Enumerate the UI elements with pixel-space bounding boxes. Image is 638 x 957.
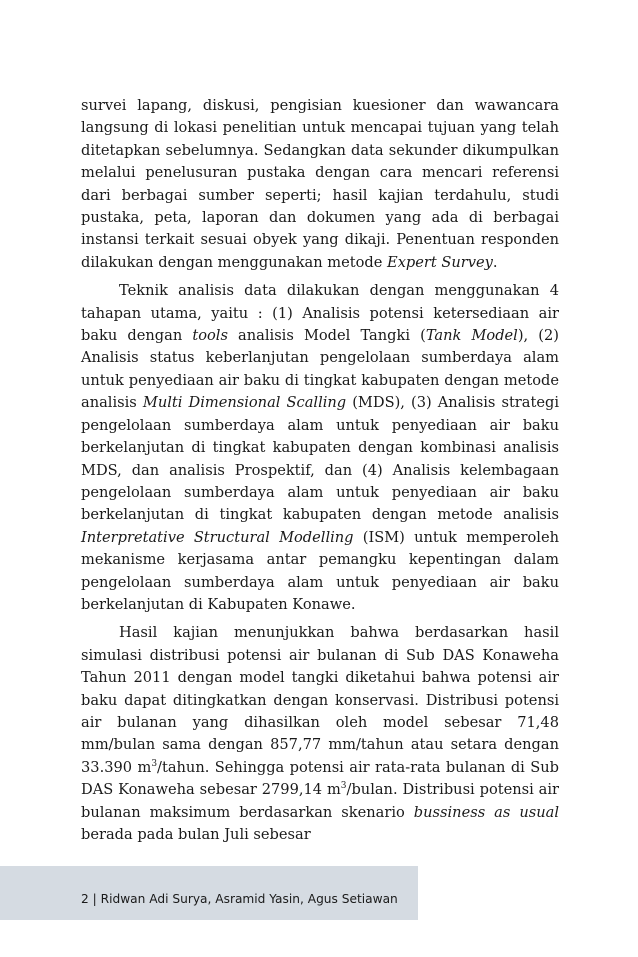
italic-term: Tank Model	[425, 327, 518, 345]
body-text	[81, 95, 559, 846]
italic-term: Interpretative Structural Modelling	[81, 528, 354, 546]
text-run: (ISM) untuk memperoleh mekanisme kerjasama antar pemangku kepentingan dalam pengelolaan sumberdaya alam untuk penyediaan air baku berkelanjutan di Kabupaten Konawe.	[81, 528, 560, 613]
text-run: Teknik analisis data dilakukan dengan menggunakan 4 tahapan utama, yaitu : (1) Analisis potensi ketersediaan air baku dengan	[81, 282, 559, 345]
text-run: survei lapang, diskusi, pengisian kuesioner dan wawancara langsung di lokasi penelitian untuk mencapai tujuan yang telah ditetapkan sebelumnya. Sedangkan data sekunder dikumpulkan melalui penelusuran pustaka dengan cara mencari referensi dari berbagai sumber seperti; hasil kajian terdahulu, studi pustaka, peta, laporan dan dokumen yang ada di berbagai instansi terkait sesuai obyek yang dikaji. Penentuan responden dilakukan dengan menggunakan metode	[81, 97, 559, 271]
superscript: 3	[340, 781, 347, 792]
text-run: .	[492, 253, 498, 271]
superscript: 3	[151, 758, 158, 769]
text-run: /tahun. Sehingga potensi air rata-rata bulanan di Sub DAS Konaweha sebesar 2799,14 m	[81, 758, 559, 799]
italic-term: Multi Dimensional Scalling	[142, 394, 347, 412]
text-run: /bulan. Distribusi potensi air bulanan maksimum berdasarkan skenario	[81, 781, 559, 821]
italic-term: tools	[192, 327, 228, 345]
italic-term: bussiness as usual	[413, 803, 559, 821]
paragraph-2	[81, 280, 559, 616]
text-run: ), (2) Analisis status keberlanjutan pengelolaan sumberdaya alam untuk penyediaan air baku di tingkat kabupaten dengan metode analisis	[81, 327, 559, 412]
text-run: (MDS), (3) Analisis strategi pengelolaan sumberdaya alam untuk penyediaan air baku berkelanjutan di tingkat kabupaten dengan kombinasi analisis MDS, dan analisis Prospektif, dan (4) Analisis kelembagaan pengelolaan sumberdaya alam untuk penyediaan air baku berkelanjutan di tingkat kabupaten dengan metode analisis	[81, 394, 559, 524]
page-footer: 2 | Ridwan Adi Surya, Asramid Yasin, Agus Setiawan	[81, 892, 398, 906]
italic-term: Expert Survey	[387, 253, 493, 271]
text-run: Hasil kajian menunjukkan bahwa berdasarkan hasil simulasi distribusi potensi air bulanan di Sub DAS Konaweha Tahun 2011 dengan model tangki diketahui bahwa potensi air baku dapat ditingkatkan dengan konservasi. Distribusi potensi air bulanan yang dihasilkan oleh model sebesar 71,48 mm/bulan sama dengan 857,77 mm/tahun atau setara dengan 33.390 m	[81, 624, 559, 776]
text-run: analisis Model Tangki (	[227, 327, 426, 345]
text-run: berada pada bulan Juli sebesar	[81, 826, 311, 843]
paragraph-1	[81, 95, 559, 274]
paragraph-3	[81, 622, 559, 846]
